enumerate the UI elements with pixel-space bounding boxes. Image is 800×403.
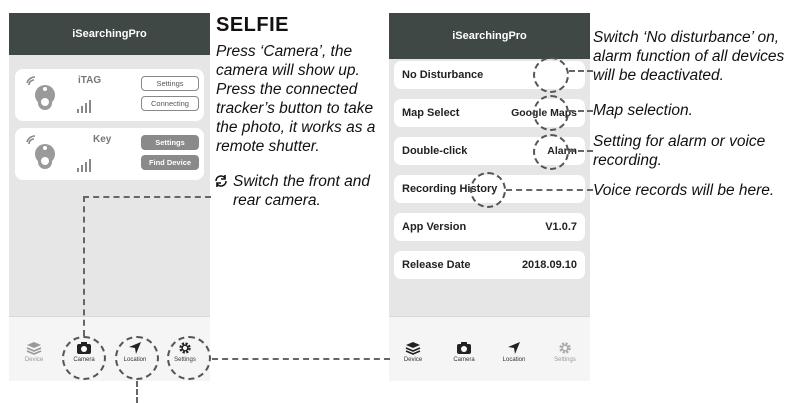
row-recording-history[interactable]: Recording History xyxy=(394,175,585,203)
device-card-itag[interactable] xyxy=(15,69,204,121)
camera-icon xyxy=(456,341,472,355)
tag-device-icon xyxy=(33,83,57,113)
settings-button[interactable]: Settings xyxy=(141,76,199,91)
tag-device-icon xyxy=(33,142,57,172)
callout-circle xyxy=(533,134,569,170)
callout-line xyxy=(136,381,138,403)
callout-line xyxy=(83,196,85,336)
tab-device[interactable]: Device xyxy=(391,341,435,363)
row-map-select[interactable]: Map Select Google Maps xyxy=(394,99,585,127)
row-app-version: App Version V1.0.7 xyxy=(394,213,585,241)
switch-camera-note: Switch the front and rear camera. xyxy=(233,173,370,209)
callout-line xyxy=(212,358,390,360)
signal-bars-icon xyxy=(77,99,91,113)
row-no-disturbance[interactable]: No Disturbance xyxy=(394,61,585,89)
layers-icon xyxy=(405,341,421,355)
callout-line xyxy=(569,110,593,112)
tab-device[interactable]: Device xyxy=(12,341,56,363)
annotation-alarm: Setting for alarm or voice recording. xyxy=(593,133,766,169)
tab-settings[interactable]: Settings xyxy=(543,341,587,363)
selfie-description: Press ‘Camera’, the camera will show up. Press the connected tracker’s button to take the photo, it works as a remote shutter. xyxy=(216,43,376,155)
signal-bars-icon xyxy=(77,158,91,172)
annotation-no-disturbance: Switch ‘No disturbance’ on, alarm function of all devices will be deactivated. xyxy=(593,29,785,84)
find-device-button[interactable]: Find Device xyxy=(141,155,199,170)
tab-settings[interactable]: Settings xyxy=(163,341,207,363)
tab-location[interactable]: Location xyxy=(492,341,536,363)
callout-circle xyxy=(470,172,506,208)
row-release-date: Release Date 2018.09.10 xyxy=(394,251,585,279)
layers-icon xyxy=(26,341,42,355)
callout-line xyxy=(569,70,593,72)
left-app-title: iSearchingPro xyxy=(9,13,210,55)
tab-camera[interactable]: Camera xyxy=(442,341,486,363)
row-double-click[interactable]: Double-click Alarm xyxy=(394,137,585,165)
gear-icon xyxy=(557,341,573,355)
selfie-heading: SELFIE xyxy=(216,14,290,36)
callout-circle xyxy=(62,336,106,380)
device-name: iTAG xyxy=(78,75,102,86)
callout-line xyxy=(506,189,593,191)
callout-line xyxy=(569,150,593,152)
device-card-key[interactable] xyxy=(15,128,204,180)
device-name: Key xyxy=(93,134,112,145)
navigation-arrow-icon xyxy=(506,341,522,355)
callout-circle xyxy=(533,57,569,93)
right-tab-bar xyxy=(389,316,590,381)
device-list xyxy=(9,55,210,317)
settings-button[interactable]: Settings xyxy=(141,135,199,150)
callout-circle xyxy=(115,336,159,380)
right-app-title: iSearchingPro xyxy=(389,13,590,59)
annotation-records: Voice records will be here. xyxy=(593,182,775,199)
annotation-map: Map selection. xyxy=(593,102,693,119)
tab-location[interactable]: Location xyxy=(113,341,157,363)
tab-camera[interactable]: Camera xyxy=(62,341,106,363)
connecting-button[interactable]: Connecting xyxy=(141,96,199,111)
callout-circle xyxy=(167,336,211,380)
switch-camera-icon xyxy=(213,173,229,189)
callout-line xyxy=(83,196,211,198)
callout-circle xyxy=(533,95,569,131)
